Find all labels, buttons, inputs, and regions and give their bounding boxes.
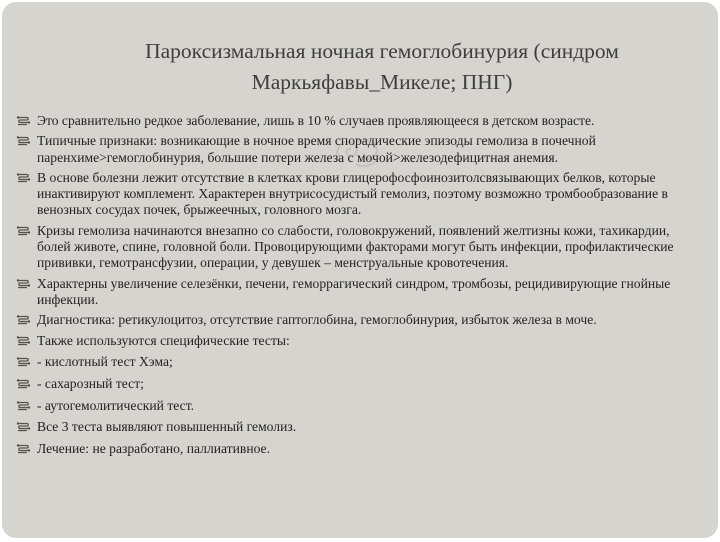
- bullet-text: Характерны увеличение селезёнки, печени, геморрагический синдром, тромбозы, рецидивирующие гнойные инфекции.: [37, 275, 671, 307]
- bullet-text: Типичные признаки: возникающие в ночное время спорадические эпизоды гемолиза в почечной паренхиме>гемоглобинурия, большие потери железа с мочой>железодефицитная анемия.: [37, 133, 596, 165]
- list-item: [16, 419, 706, 435]
- list-item: [16, 133, 706, 166]
- scroll-bullet-icon: [16, 172, 31, 184]
- title-line-2: Маркьяфавы_Микеле; ПНГ): [251, 70, 513, 94]
- scroll-bullet-icon: [16, 400, 31, 412]
- bullet-text: - кислотный тест Хэма;: [37, 354, 173, 370]
- scroll-bullet-icon: [16, 225, 31, 237]
- list-item: [16, 441, 706, 457]
- scroll-bullet-icon: [16, 378, 31, 390]
- list-item: [16, 333, 706, 349]
- bullet-text: Лечение: не разработано, паллиативное.: [37, 441, 270, 456]
- bullet-text: - аутогемолитический тест.: [37, 397, 195, 413]
- bullet-text: - сахарозный тест;: [37, 375, 144, 391]
- bullet-text: Это сравнительно редкое заболевание, лишь в 10 % случаев проявляющееся в детском возрасте.: [37, 113, 595, 128]
- scroll-bullet-icon: [16, 115, 31, 127]
- bullet-text: В основе болезни лежит отсутствие в клетках крови глицерофосфоинозитолсвязывающих белков, которые инактивируют комплемент. Характерен внутрисосудистый гемолиз, поэтому возможно тромбообразование в венозных сосудах почек, брыжеечных, головного мозга.: [37, 169, 668, 218]
- slide-title: [72, 36, 692, 98]
- bullet-list: [16, 113, 706, 463]
- scroll-bullet-icon: [16, 421, 31, 433]
- list-item: [16, 312, 706, 328]
- list-item: [16, 354, 706, 370]
- bullet-text: Все 3 теста выявляют повышенный гемолиз.: [37, 419, 297, 435]
- scroll-bullet-icon: [16, 135, 31, 147]
- scroll-bullet-icon: [16, 314, 31, 326]
- scroll-bullet-icon: [16, 356, 31, 368]
- bullet-text: Также используются специфические тесты:: [37, 332, 290, 348]
- list-item: [16, 398, 706, 414]
- title-line-1: Пароксизмальная ночная гемоглобинурия (синдром: [145, 39, 619, 63]
- scroll-bullet-icon: [16, 335, 31, 347]
- bullet-text: Диагностика: ретикулоцитоз, отсутствие гаптоглобина, гемоглобинурия, избыток железа в моче.: [37, 312, 597, 328]
- list-item: [16, 223, 706, 272]
- list-item: [16, 170, 706, 219]
- bullet-text: Кризы гемолиза начинаются внезапно со слабости, головокружений, появлений желтизны кожи, тахикардии, болей животе, спине, головной боли. Провоцирующими факторами могут быть инфекции, профилактические прививки, гемотрансфузии, операции, у девушек – менструальные кровотечения.: [37, 222, 674, 271]
- list-item: [16, 276, 706, 309]
- list-item: [16, 376, 706, 392]
- slide: [2, 2, 718, 538]
- scroll-bullet-icon: [16, 443, 31, 455]
- list-item: [16, 113, 706, 129]
- scroll-bullet-icon: [16, 278, 31, 290]
